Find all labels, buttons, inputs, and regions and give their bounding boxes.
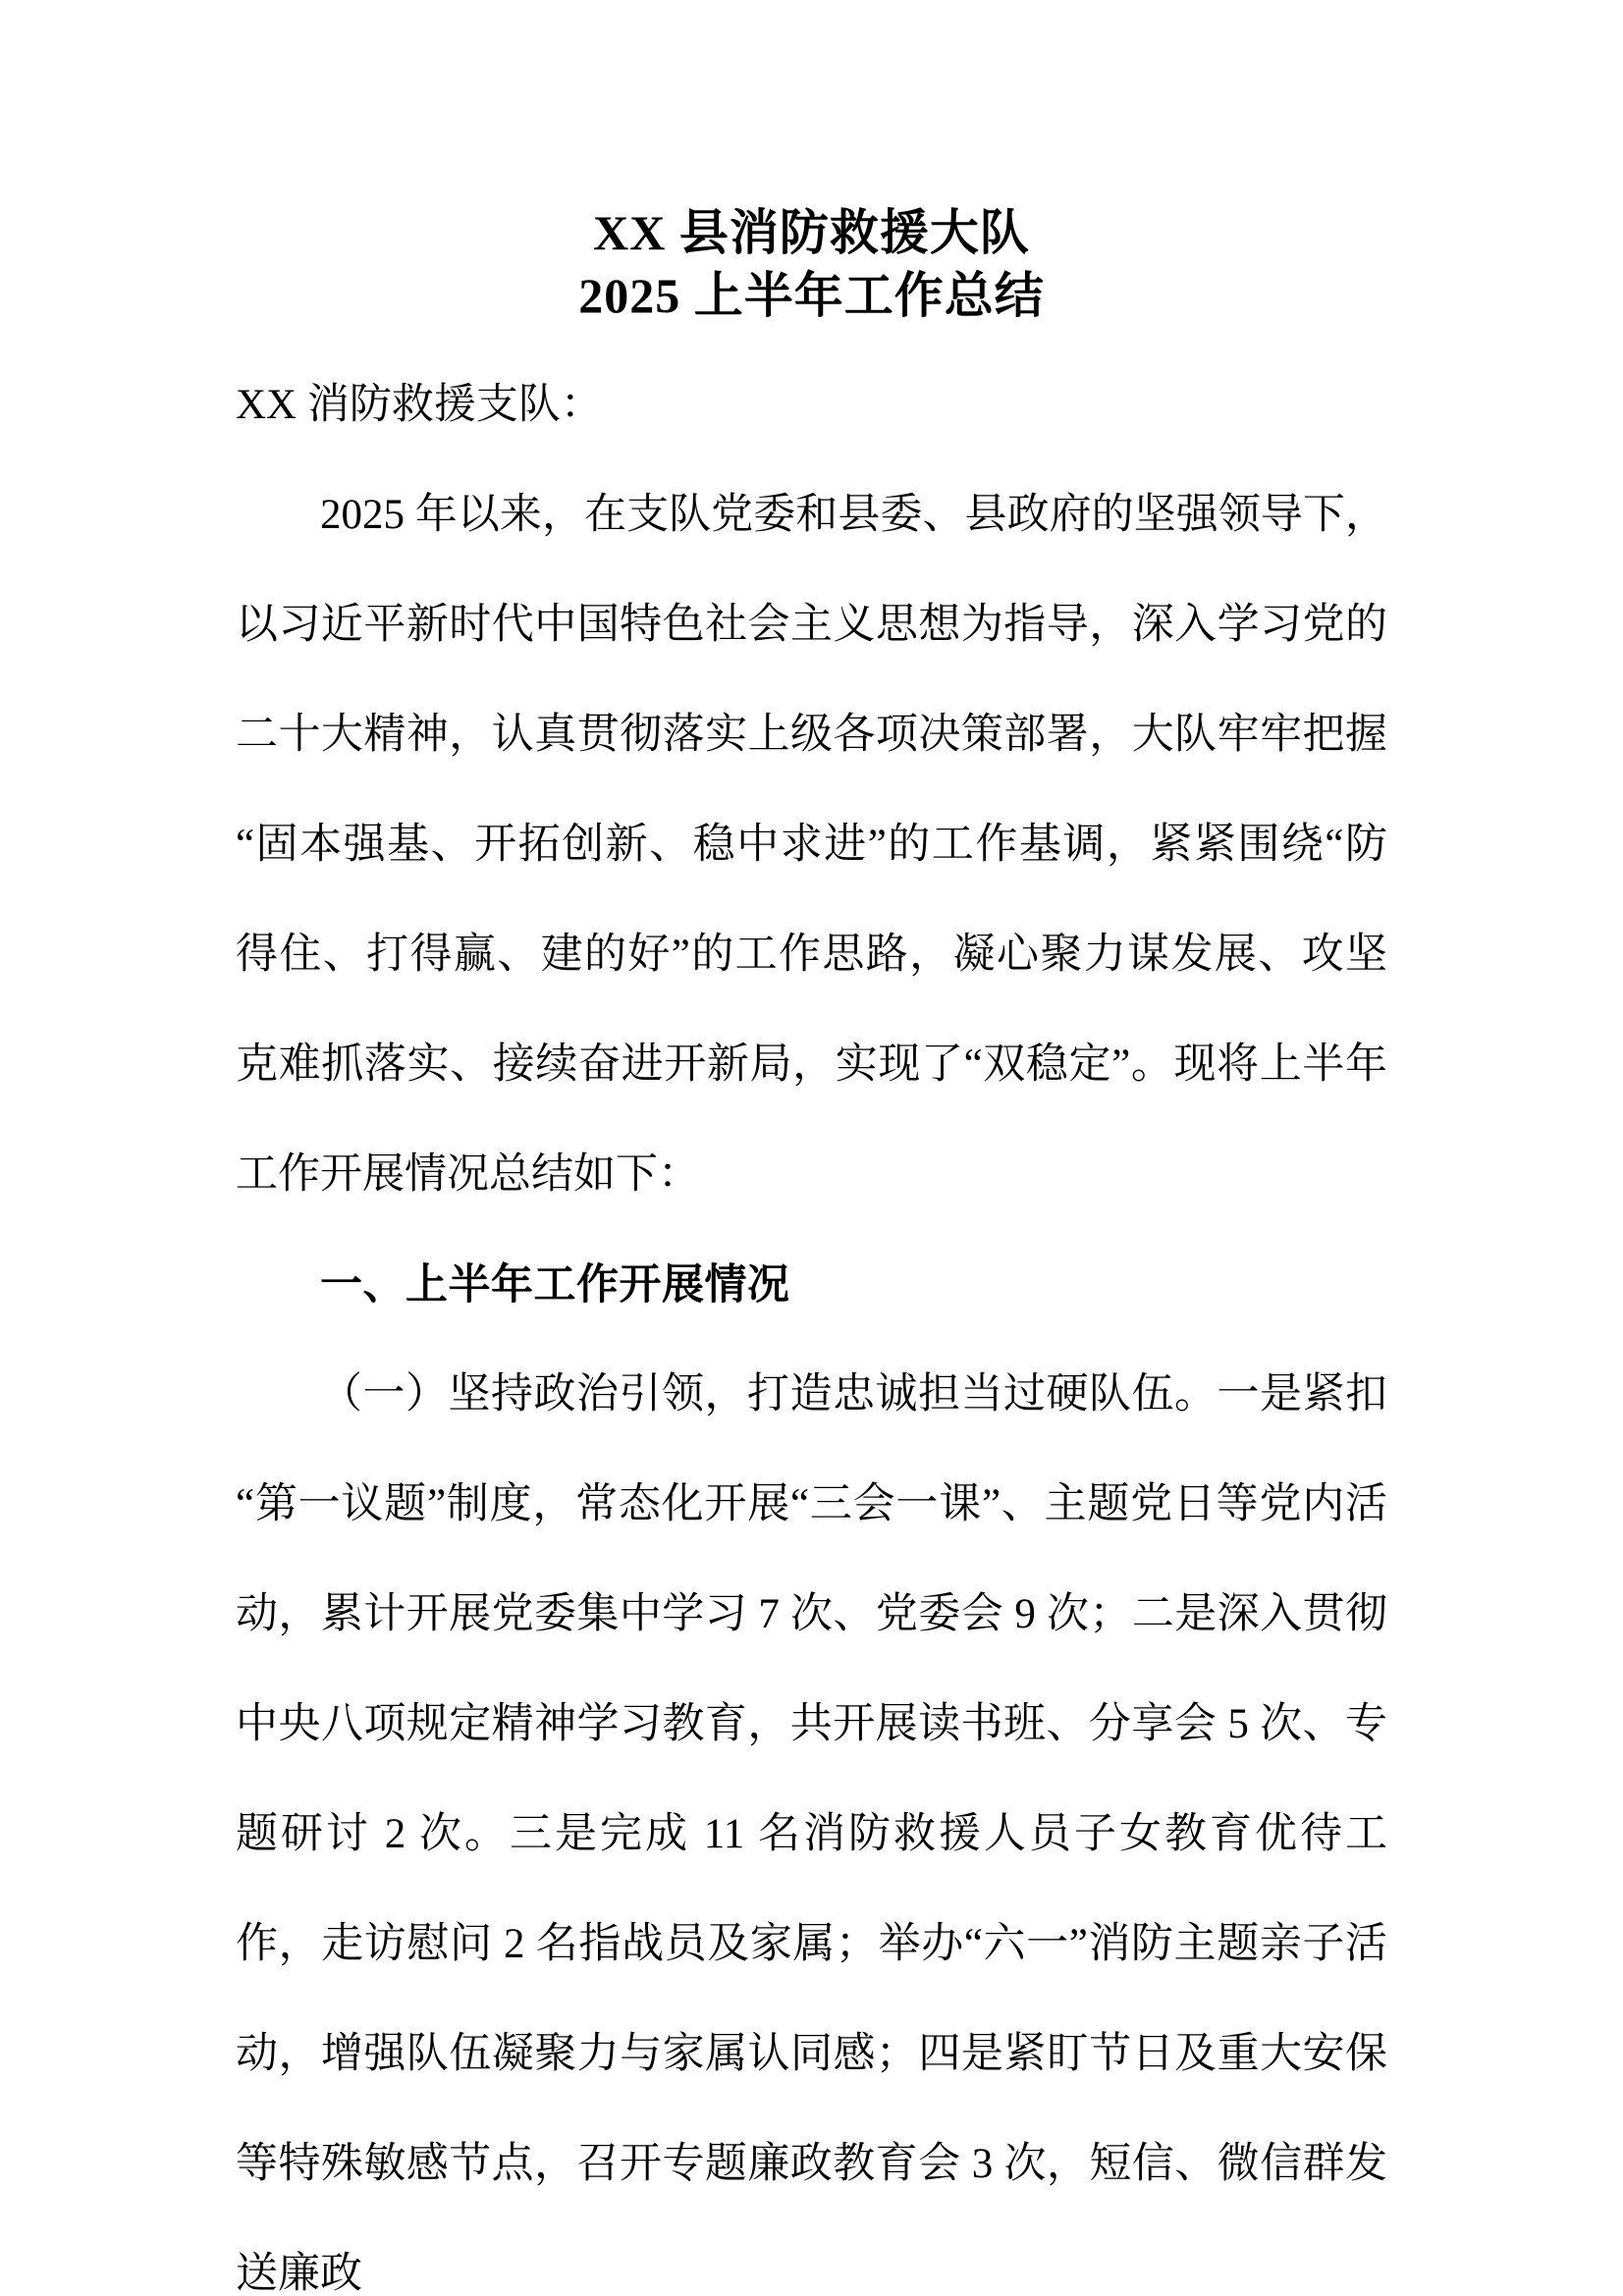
- section-1-heading: 一、上半年工作开展情况: [320, 1261, 790, 1308]
- section-1-paragraph: （一）坚持政治引领，打造忠诚担当过硬队伍。一是紧扣“第一议题”制度，常态化开展“三会一课”、主题党日等党内活动，累计开展党委集中学习 7 次、党委会 9 次；二是深入贯彻中央八项规定精神学习教育，共开展读书班、分享会 5 次、专题研讨 2 次。三是完成 11 名消防救援人员子女教育优待工作，走访慰问 2 名指战员及家属；举办“六一”消防主题亲子活动，增强队伍凝聚力与家属认同感；四是紧盯节日及重大安保等特殊敏感节点，召开专题廉政教育会 3 次，短信、微信群发送廉政: [236, 1371, 1387, 2296]
- salutation: XX 消防救援支队：: [236, 382, 603, 428]
- intro-paragraph: 2025 年以来，在支队党委和县委、县政府的坚强领导下，以习近平新时代中国特色社会主义思想为指导，深入学习党的二十大精神，认真贯彻落实上级各项决策部署，大队牢牢把握“固本强基、开拓创新、稳中求进”的工作基调，紧紧围绕“防得住、打得赢、建的好”的工作思路，凝心聚力谋发展、攻坚克难抓落实、接续奋进开新局，实现了“双稳定”。现将上半年工作开展情况总结如下：: [236, 492, 1387, 1198]
- title-line-1: XX 县消防救援大队: [593, 205, 1030, 260]
- title-line-2: 2025 上半年工作总结: [578, 268, 1045, 323]
- document-body: [236, 350, 1387, 2296]
- document-title: [236, 201, 1387, 327]
